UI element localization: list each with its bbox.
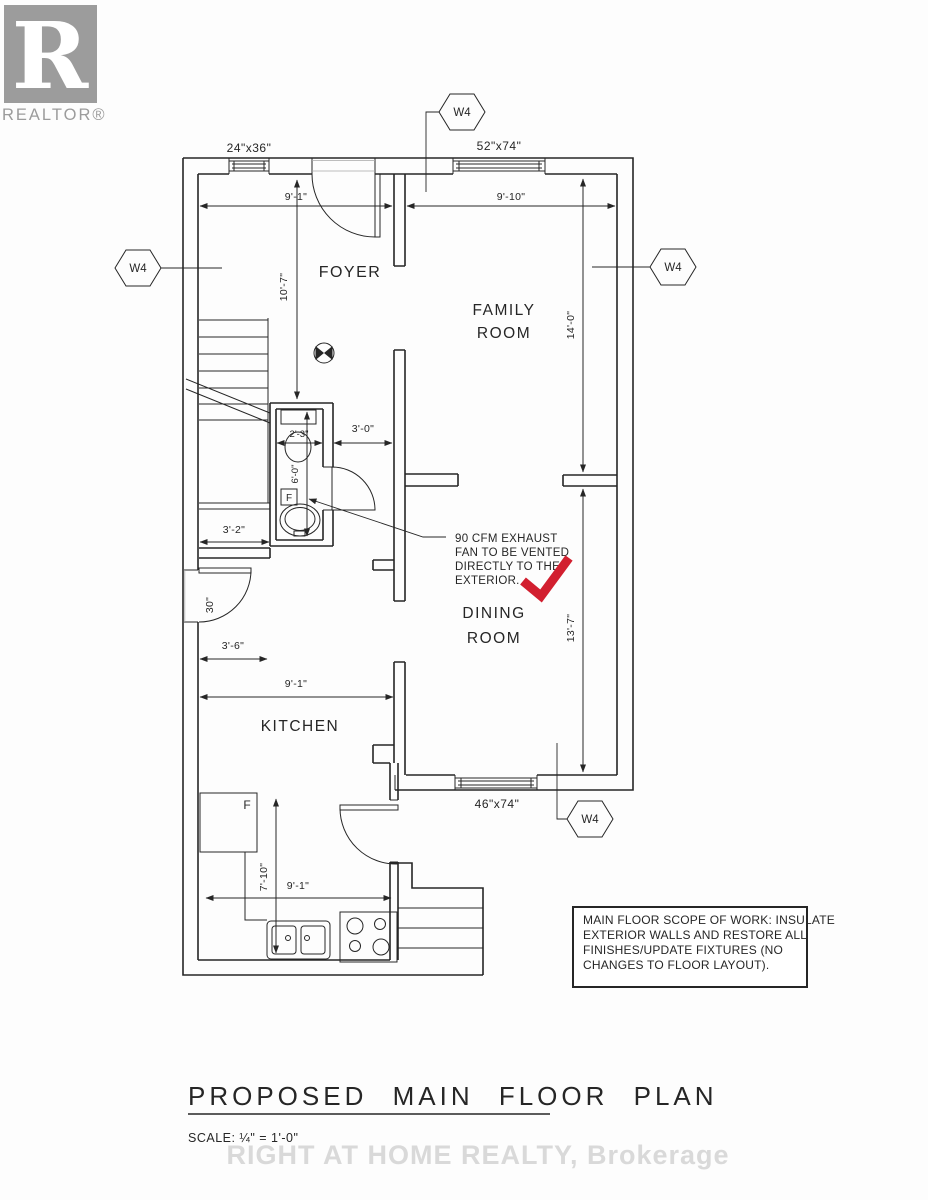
- dim-kitchen-width-top: 9'-1": [284, 678, 308, 690]
- window-label-24x36: 24"x36": [226, 141, 272, 155]
- note-line-2: FAN TO BE VENTED: [455, 547, 570, 559]
- scope-line-3: FINISHES/UPDATE FIXTURES (NO: [583, 943, 784, 957]
- room-label-kitchen: KITCHEN: [260, 718, 340, 735]
- exhaust-fan-label: F: [285, 493, 293, 504]
- realtor-logo-label: REALTOR®: [2, 106, 107, 124]
- exhaust-fan-note: [309, 499, 569, 596]
- window-labels: [227, 139, 522, 811]
- title-block: [188, 1081, 718, 1145]
- svg-text:W4: W4: [664, 262, 682, 274]
- room-labels: [261, 264, 536, 735]
- realtor-logo: [2, 2, 107, 124]
- dim-side-door: 30": [204, 596, 216, 614]
- realtor-logo-r: R: [11, 2, 89, 110]
- stove: [340, 912, 397, 962]
- dim-dining-height: 13'-7": [565, 613, 577, 643]
- note-line-4: EXTERIOR.: [455, 575, 520, 587]
- dim-foyer-height: 10'-7": [278, 272, 290, 302]
- svg-text:W4: W4: [129, 263, 147, 275]
- brokerage-watermark: RIGHT AT HOME REALTY, Brokerage: [226, 1140, 730, 1170]
- room-label-family-2: ROOM: [476, 325, 532, 342]
- window-46x74: [455, 778, 537, 788]
- scope-line-4: CHANGES TO FLOOR LAYOUT).: [583, 958, 770, 972]
- room-label-dining-2: ROOM: [466, 630, 522, 647]
- dim-kitchen-depth: 7'-10": [258, 862, 270, 892]
- ceiling-fan-symbol: [314, 343, 334, 363]
- svg-text:W4: W4: [581, 814, 599, 826]
- dim-hall-width: 3'-0": [351, 423, 375, 435]
- dim-foyer-width: 9'-1": [284, 191, 308, 203]
- scope-line-1: MAIN FLOOR SCOPE OF WORK: INSULATE: [583, 913, 835, 927]
- powder-room-door: [332, 467, 375, 510]
- interior-partitions: [199, 174, 617, 775]
- kitchen-fixtures: [200, 793, 397, 962]
- scope-line-2: EXTERIOR WALLS AND RESTORE ALL: [583, 928, 808, 942]
- fridge-label: F: [243, 798, 251, 812]
- window-52x74: [453, 161, 545, 171]
- room-label-family-1: FAMILY: [472, 302, 536, 319]
- dim-kitchen-entry: 3'-6": [221, 640, 245, 652]
- drawing-title: PROPOSED MAIN FLOOR PLAN: [188, 1081, 718, 1111]
- window-24x36: [229, 161, 269, 171]
- note-line-3: DIRECTLY TO THE: [455, 561, 561, 573]
- dim-family-width: 9'-10": [496, 191, 526, 203]
- drawing-scale: SCALE: ¼" = 1'-0": [188, 1131, 299, 1145]
- dim-kitchen-width-bottom: 9'-1": [286, 880, 310, 892]
- kitchen-rear-door: [340, 805, 398, 864]
- room-label-foyer: FOYER: [318, 264, 382, 281]
- svg-text:W4: W4: [453, 107, 471, 119]
- dim-family-height: 14'-0": [565, 310, 577, 340]
- room-label-dining-1: DINING: [462, 605, 526, 622]
- wall-tag-right: [592, 249, 696, 285]
- scope-of-work-box: [573, 907, 835, 987]
- dim-powder-width: 2'-3": [289, 429, 309, 440]
- toilet-tank: [281, 410, 316, 424]
- window-label-52x74: 52"x74": [476, 139, 522, 153]
- dim-stair-width: 3'-2": [222, 524, 246, 536]
- wall-tag-left: [115, 250, 222, 286]
- window-label-46x74: 46"x74": [474, 797, 520, 811]
- note-line-1: 90 CFM EXHAUST: [455, 533, 558, 545]
- dim-powder-depth: 6'-0": [290, 464, 301, 484]
